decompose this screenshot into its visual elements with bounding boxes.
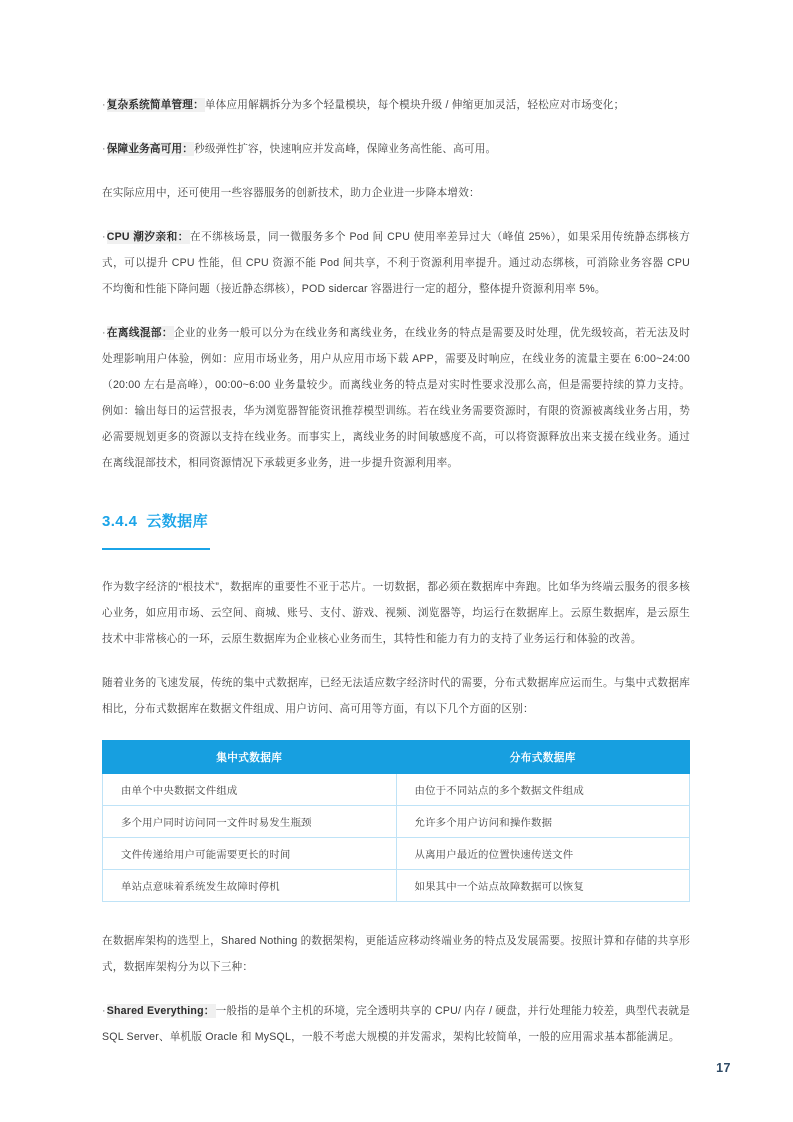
bullet-marker: · (102, 327, 106, 339)
paragraph-database-importance: 作为数字经济的“根技术”，数据库的重要性不亚于芯片。一切数据，都必须在数据库中奔跑。比如华为终端云服务的很多核心业务，如应用市场、云空间、商城、账号、支付、游戏、视频、浏览器等，均运行在数据库上。云原生数据库，是云原生技术中非常核心的一环，云原生数据库为企业核心业务而生，其特性和能力有力的支持了业务运行和体验的改善。 (102, 581, 690, 645)
section-title: 云数据库 (146, 513, 208, 530)
table-body (103, 774, 690, 902)
bullet-body: 企业的业务一般可以分为在线业务和离线业务，在线业务的特点是需要及时处理，优先级较高，若无法及时处理影响用户体验，例如：应用市场业务，用户从应用市场下载 APP，需要及时响应，在线业务的流量主要在 6:00~24:00（20:00 左右是高峰），00:00~6:00 业务量较少。而离线业务的特点是对实时性要求没那么高，但是需要持续的算力支持。例如：输出每日的运营报表，华为浏览器智能资讯推荐模型训练。若在线业务需要资源时，有限的资源被离线业务占用，势必需要规划更多的资源以支持在线业务。而事实上，离线业务的时间敏感度不高，可以将资源释放出来支援在线业务。通过在离线混部技术，相同资源情况下承载更多业务，进一步提升资源利用率。 (102, 327, 690, 469)
bullet-marker: · (102, 99, 106, 111)
heading-underline-rule (102, 548, 210, 550)
bullet-paragraph-cpu-tidal-affinity (102, 224, 690, 302)
bullet-label: CPU 潮汐亲和： (106, 231, 189, 243)
paragraph-distributed-database-intro: 随着业务的飞速发展，传统的集中式数据库，已经无法适应数字经济时代的需要，分布式数据库应运而生。与集中式数据库相比，分布式数据库在数据文件组成、用户访问、高可用等方面，有以下几个方面的区别： (102, 677, 690, 715)
bullet-body: 秒级弹性扩容，快速响应并发高峰，保障业务高性能、高可用。 (194, 143, 497, 155)
table-row (103, 774, 690, 806)
table-cell-distributed: 从离用户最近的位置快速传送文件 (396, 838, 690, 870)
bullet-label: 在离线混部： (106, 327, 173, 339)
table-cell-centralized: 由单个中央数据文件组成 (103, 774, 397, 806)
bullet-body: 在不绑核场景，同一微服务多个 Pod 间 CPU 使用率差异过大（峰值 25%），如果采用传统静态绑核方式，可以提升 CPU 性能，但 CPU 资源不能 Pod 间共享，不利于资源利用率提升。通过动态绑核，可消除业务容器 CPU 不均衡和性能下降问题（接近静态绑核），POD sidercar 容器进行一定的超分，整体提升资源利用率 5%。 (102, 231, 690, 295)
bullet-body: 单体应用解耦拆分为多个轻量模块，每个模块升级 / 伸缩更加灵活，轻松应对市场变化； (204, 99, 625, 111)
bullet-marker: · (102, 1005, 106, 1017)
bullet-paragraph-high-availability (102, 136, 690, 162)
table-cell-centralized: 单站点意味着系统发生故障时停机 (103, 870, 397, 902)
table-header-row (103, 741, 690, 774)
table-cell-centralized: 文件传递给用户可能需要更长的时间 (103, 838, 397, 870)
table-row (103, 838, 690, 870)
table-header-distributed: 分布式数据库 (396, 741, 690, 774)
comparison-table-wrapper (102, 740, 690, 902)
page-number: 17 (716, 1061, 731, 1075)
table-head (103, 741, 690, 774)
page-content (102, 92, 690, 1068)
bullet-label: 保障业务高可用： (106, 143, 194, 155)
paragraph-container-innovation-intro: 在实际应用中，还可使用一些容器服务的创新技术，助力企业进一步降本增效： (102, 187, 480, 199)
database-comparison-table (102, 740, 690, 902)
bullet-paragraph-online-offline-colocation (102, 320, 690, 476)
table-row (103, 870, 690, 902)
table-row (103, 806, 690, 838)
section-number: 3.4.4 (102, 513, 138, 530)
bullet-marker: · (102, 231, 106, 243)
table-cell-distributed: 由位于不同站点的多个数据文件组成 (396, 774, 690, 806)
table-cell-distributed: 允许多个用户访问和操作数据 (396, 806, 690, 838)
table-header-centralized: 集中式数据库 (103, 741, 397, 774)
bullet-body: 一般指的是单个主机的环境，完全透明共享的 CPU/ 内存 / 硬盘，并行处理能力较差，典型代表就是 SQL Server、单机版 Oracle 和 MySQL，一般不考虑大规模的并发需求，架构比较简单，一般的应用需求基本都能满足。 (102, 1005, 690, 1043)
bullet-paragraph-simple-management (102, 92, 690, 118)
bullet-paragraph-shared-everything (102, 998, 690, 1050)
bullet-label: Shared Everything： (106, 1005, 215, 1017)
bullet-label: 复杂系统简单管理： (106, 99, 204, 111)
table-cell-centralized: 多个用户同时访问同一文件时易发生瓶颈 (103, 806, 397, 838)
paragraph-shared-nothing-intro: 在数据库架构的选型上，Shared Nothing 的数据架构，更能适应移动终端业务的特点及发展需要。按照计算和存储的共享形式，数据库架构分为以下三种： (102, 935, 690, 973)
bullet-marker: · (102, 143, 106, 155)
section-heading (102, 510, 690, 531)
table-cell-distributed: 如果其中一个站点故障数据可以恢复 (396, 870, 690, 902)
